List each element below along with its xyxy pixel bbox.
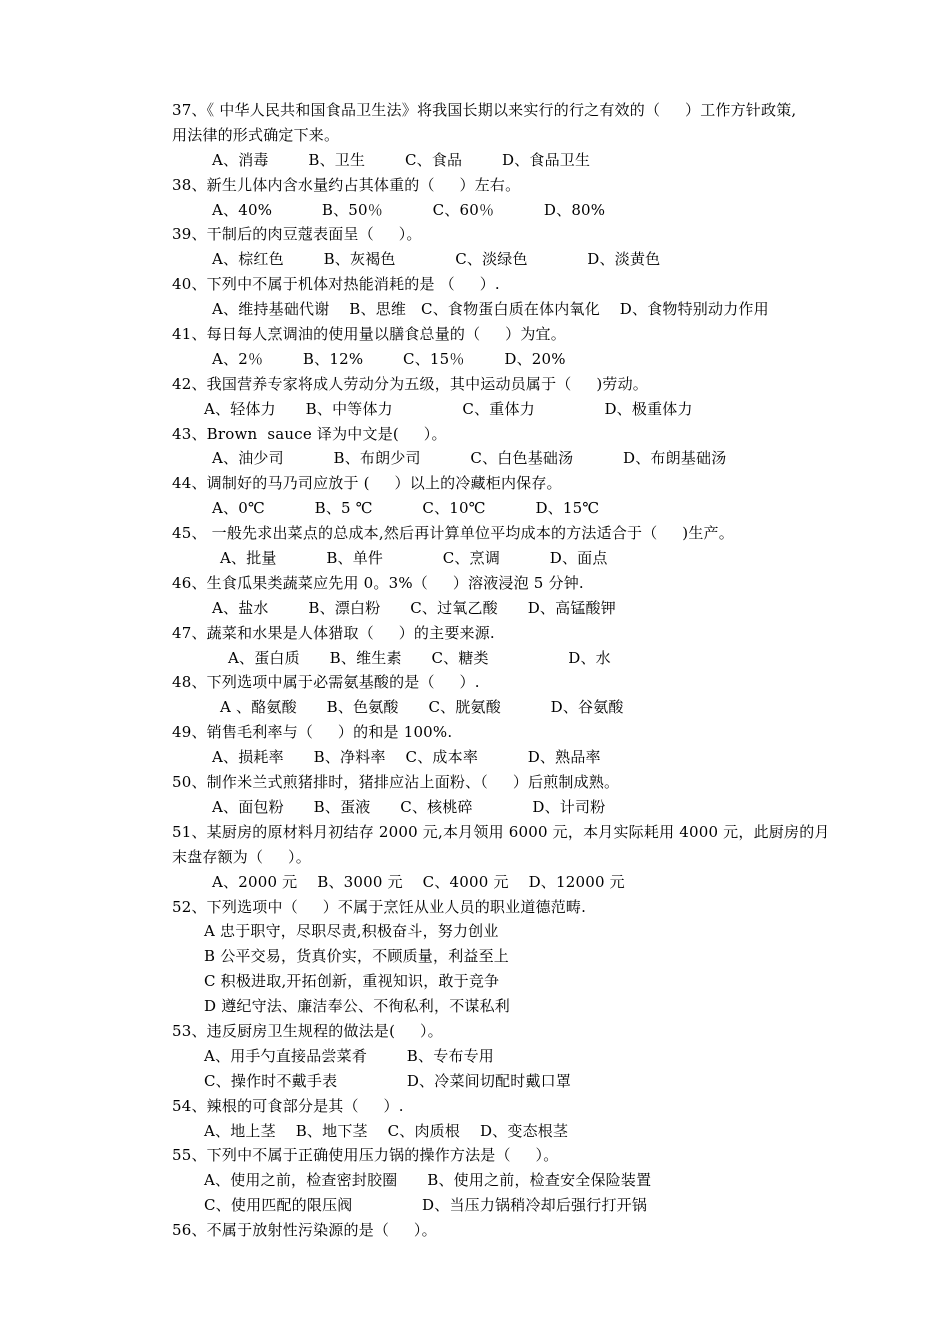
answer-options-line: A、轻体力 B、中等体力 C、重体力 D、极重体力 <box>204 399 693 418</box>
answer-options-line: A、用手勺直接品尝菜肴 B、专布专用 <box>204 1046 495 1065</box>
answer-options-line: A、维持基础代谢 B、思维 C、食物蛋白质在体内氧化 D、食物特别动力作用 <box>212 300 769 319</box>
answer-options-line: A、批量 B、单件 C、烹调 D、面点 <box>220 549 608 568</box>
question-text-line: 46、生食瓜果类蔬菜应先用 0。3%（ ）溶液浸泡 5 分钟. <box>172 573 584 592</box>
question-text-line: 53、违反厨房卫生规程的做法是( ）。 <box>172 1021 443 1040</box>
answer-options-line: A、蛋白质 B、维生素 C、糖类 D、水 <box>228 648 611 667</box>
answer-options-line: A、消毒 B、卫生 C、食品 D、食品卫生 <box>212 150 591 169</box>
question-text-line: 45、 一般先求出菜点的总成本,然后再计算单位平均成本的方法适合于（ )生产。 <box>172 524 734 543</box>
question-text-line: 51、某厨房的原材料月初结存 2000 元,本月领用 6000 元，本月实际耗用 4000 元，此厨房的月 <box>172 822 830 841</box>
question-text-line: 49、销售毛利率与（ ）的和是 100%. <box>172 723 453 742</box>
question-text-line: 42、我国营养专家将成人劳动分为五级，其中运动员属于（ )劳动。 <box>172 374 648 393</box>
answer-options-line: B 公平交易，货真价实，不顾质量，利益至上 <box>204 947 509 966</box>
question-text-line: 末盘存额为（ ）。 <box>172 847 311 866</box>
question-text-line: 52、下列选项中（ ）不属于烹饪从业人员的职业道德范畴. <box>172 897 587 916</box>
answer-options-line: C、使用匹配的限压阀 D、当压力锅稍冷却后强行打开锅 <box>204 1196 648 1215</box>
question-text-line: 39、干制后的肉豆蔻表面呈（ ）。 <box>172 225 422 244</box>
question-text-line: 54、辣根的可食部分是其（ ）. <box>172 1096 404 1115</box>
answer-options-line: A 忠于职守，尽职尽责,积极奋斗，努力创业 <box>204 922 499 941</box>
answer-options-line: A 、酪氨酸 B、色氨酸 C、胱氨酸 D、谷氨酸 <box>220 698 624 717</box>
answer-options-line: A、使用之前，检查密封胶圈 B、使用之前，检查安全保险装置 <box>204 1171 652 1190</box>
answer-options-line: C 积极进取,开拓创新，重视知识，敢于竞争 <box>204 972 500 991</box>
answer-options-line: A、2％ B、12% C、15％ D、20% <box>212 349 566 368</box>
answer-options-line: C、操作时不戴手表 D、冷菜间切配时戴口罩 <box>204 1071 572 1090</box>
question-list <box>172 98 872 1243</box>
question-text-line: 47、蔬菜和水果是人体猎取（ ）的主要来源. <box>172 623 495 642</box>
question-text-line: 40、下列中不属于机体对热能消耗的是 （ ）. <box>172 275 500 294</box>
answer-options-line: A、盐水 B、漂白粉 C、过氧乙酸 D、高锰酸钾 <box>212 598 616 617</box>
answer-options-line: A、损耗率 B、净料率 C、成本率 D、熟品率 <box>212 748 601 767</box>
question-text-line: 38、新生儿体内含水量约占其体重的（ ）左右。 <box>172 175 521 194</box>
question-text-line: 43、Brown sauce 译为中文是( ）。 <box>172 424 447 443</box>
answer-options-line: A、油少司 B、布朗少司 C、白色基础汤 D、布朗基础汤 <box>212 449 727 468</box>
answer-options-line: A、棕红色 B、灰褐色 C、淡绿色 D、淡黄色 <box>212 250 661 269</box>
question-text-line: 48、下列选项中属于必需氨基酸的是（ ）. <box>172 673 480 692</box>
question-text-line: 用法律的形式确定下来。 <box>172 125 340 144</box>
answer-options-line: A、2000 元 B、3000 元 C、4000 元 D、12000 元 <box>212 872 625 891</box>
question-text-line: 41、每日每人烹调油的使用量以膳食总量的（ ）为宜。 <box>172 325 566 344</box>
answer-options-line: D 遵纪守法、廉洁奉公、不徇私利，不谋私利 <box>204 997 510 1016</box>
answer-options-line: A、面包粉 B、蛋液 C、核桃碎 D、计司粉 <box>212 797 606 816</box>
answer-options-line: A、0℃ B、5 ℃ C、10℃ D、15℃ <box>212 499 600 518</box>
answer-options-line: A、地上茎 B、地下茎 C、肉质根 D、变态根茎 <box>204 1121 569 1140</box>
question-text-line: 44、调制好的马乃司应放于 ( ）以上的冷藏柜内保存。 <box>172 474 562 493</box>
answer-options-line: A、40% B、50％ C、60％ D、80% <box>212 200 606 219</box>
question-text-line: 56、不属于放射性污染源的是（ ）。 <box>172 1221 437 1240</box>
question-text-line: 55、下列中不属于正确使用压力锅的操作方法是（ ）。 <box>172 1146 559 1165</box>
question-text-line: 37、《 中华人民共和国食品卫生法》将我国长期以来实行的行之有效的（ ）工作方针政策, <box>172 101 797 119</box>
question-text-line: 50、制作米兰式煎猪排时，猪排应沾上面粉、（ ）后煎制成熟。 <box>172 773 620 792</box>
